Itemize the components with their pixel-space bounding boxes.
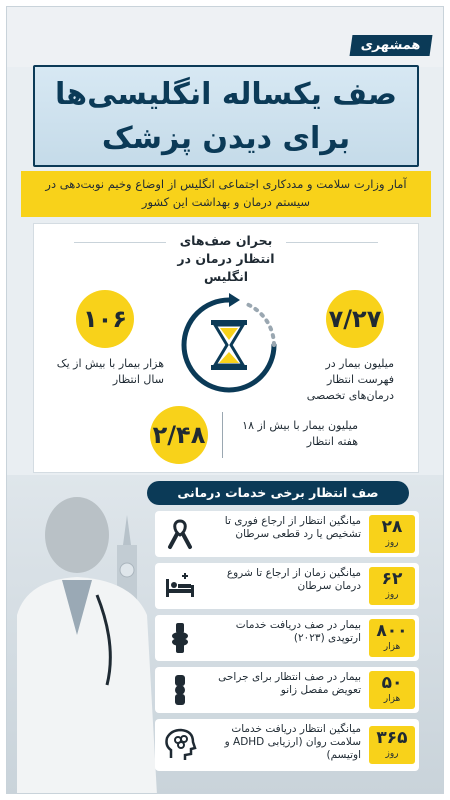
title-box: [33, 65, 419, 167]
service-row: [155, 511, 419, 557]
hospital-bed-icon: [163, 569, 197, 603]
page-title: صف یکساله انگلیسی‌ها برای دیدن پزشک: [55, 77, 397, 156]
service-unit: روز: [385, 590, 399, 600]
service-unit: روز: [385, 749, 399, 759]
service-row: [155, 719, 419, 771]
service-text: میانگین زمان از ارجاع تا شروع درمان سرطان: [226, 567, 361, 592]
stat-value-circle: ۲/۴۸: [150, 406, 208, 464]
service-text: بیمار در صف انتظار برای جراحی تعویض مفصل زانو: [218, 671, 361, 696]
service-badge: [369, 619, 415, 657]
service-text: میانگین انتظار دریافت خدمات سلامت روان (ارزیابی ADHD و اوتیسم): [224, 723, 361, 761]
services-section: [7, 475, 443, 794]
service-row: [155, 563, 419, 609]
service-badge: [369, 567, 415, 605]
service-text: بیمار در صف دریافت خدمات ارتوپدی (۲۰۲۳): [235, 619, 361, 644]
service-unit: هزار: [383, 642, 401, 652]
service-row: [155, 615, 419, 661]
stat-label: میلیون بیمار در فهرست انتظار درمان‌های تخصصی: [306, 357, 394, 402]
service-text: میانگین انتظار از ارجاع فوری تا تشخیص یا رد قطعی سرطان: [224, 515, 361, 540]
services-heading: صف انتظار برخی خدمات درمانی: [147, 481, 409, 505]
service-row: [155, 667, 419, 713]
service-badge: [369, 726, 415, 764]
brain-head-icon: [163, 728, 197, 762]
crisis-heading: بحران صف‌های انتظار درمان در انگلیس: [177, 233, 275, 284]
crisis-section: [33, 223, 419, 473]
service-value: ۶۲: [381, 569, 403, 589]
doctor-illustration: [7, 485, 157, 794]
service-value: ۲۸: [381, 517, 403, 537]
subtitle-box: [21, 171, 431, 217]
service-badge: [369, 515, 415, 553]
service-value: ۸۰۰: [376, 621, 408, 641]
bone-joint-icon: [163, 621, 197, 655]
page-subtitle: آمار وزارت سلامت و مددکاری اجتماعی انگلیس از اوضاع وخیم نوبت‌دهی در سیستم درمان و بهداشت این کشور: [45, 177, 407, 209]
hourglass-cycle-icon: [174, 290, 284, 400]
divider: [222, 412, 223, 458]
knee-joint-icon: [163, 673, 197, 707]
service-badge: [369, 671, 415, 709]
publisher-logo: همشهری: [350, 35, 432, 56]
stat-value-circle: ۱۰۶: [76, 290, 134, 348]
divider: [286, 242, 378, 243]
stat-value-circle: ۷/۲۷: [326, 290, 384, 348]
service-value: ۳۶۵: [376, 728, 408, 748]
service-unit: روز: [385, 538, 399, 548]
cancer-ribbon-icon: [163, 517, 197, 551]
service-value: ۵۰: [381, 673, 403, 693]
stat-label: میلیون بیمار با بیش از ۱۸ هفته انتظار: [242, 419, 358, 448]
stat-label: هزار بیمار با بیش از یک سال انتظار: [56, 357, 164, 386]
divider: [74, 242, 166, 243]
service-unit: هزار: [383, 694, 401, 704]
infographic: [6, 6, 444, 794]
